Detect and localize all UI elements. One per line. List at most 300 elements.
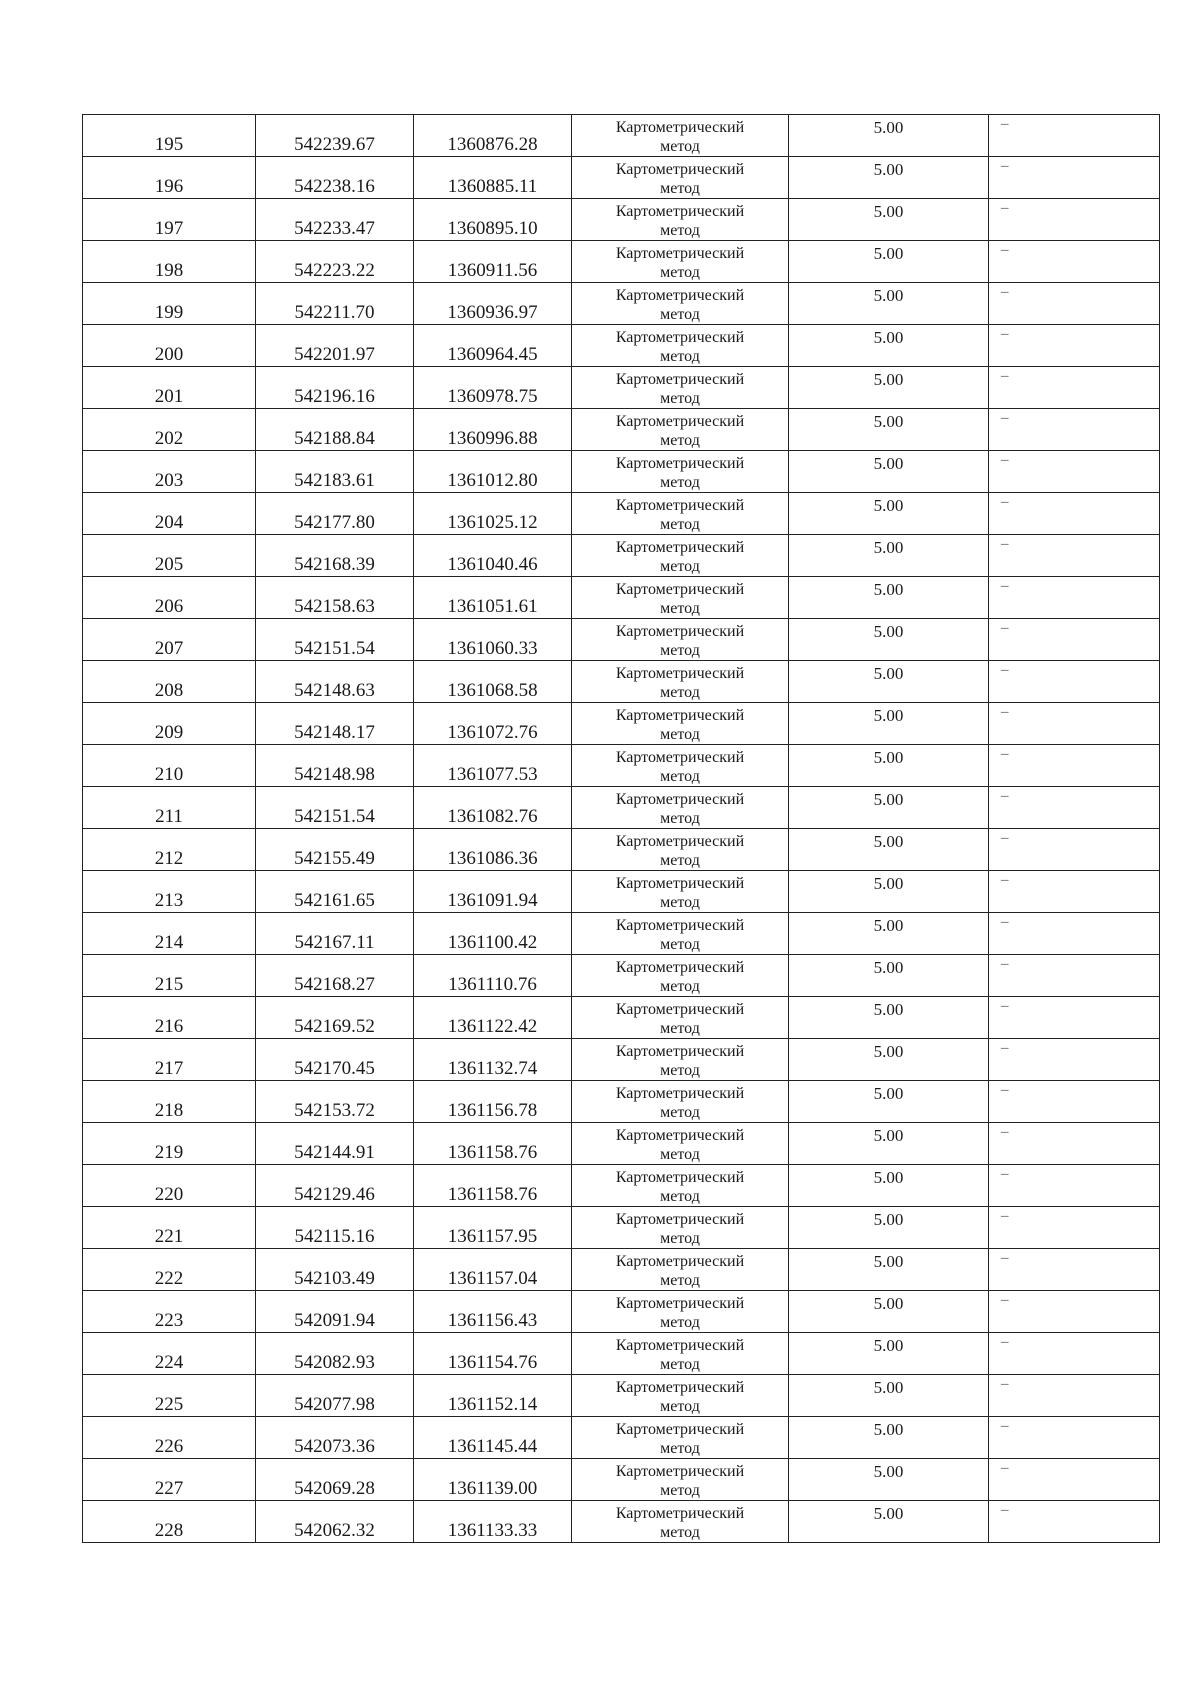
point-number-cell	[83, 1333, 256, 1375]
x-coordinate-cell	[256, 115, 414, 157]
x-coordinate: 542183.61	[294, 470, 375, 491]
note-dash: –	[1001, 1460, 1009, 1476]
method-line-1: Картометрический	[615, 1210, 745, 1228]
x-coordinate: 542129.46	[294, 1184, 375, 1205]
note-dash: –	[1001, 242, 1009, 258]
x-coordinate-cell	[256, 577, 414, 619]
accuracy-value: 5.00	[873, 1084, 904, 1103]
method-cell	[572, 451, 789, 493]
method-text	[572, 578, 788, 618]
y-coordinate-cell	[414, 829, 572, 871]
coordinates-table	[82, 114, 1160, 1543]
method-line-1: Картометрический	[615, 496, 745, 514]
x-coordinate-cell	[256, 1249, 414, 1291]
point-number-cell	[83, 787, 256, 829]
x-coordinate-cell	[256, 1417, 414, 1459]
y-coordinate-cell	[414, 367, 572, 409]
x-coordinate-cell	[256, 745, 414, 787]
method-text	[572, 998, 788, 1038]
method-line-1: Картометрический	[615, 1168, 745, 1186]
method-line-1: Картометрический	[615, 244, 745, 262]
point-number-cell	[83, 115, 256, 157]
point-number: 202	[154, 428, 184, 449]
x-coordinate-cell	[256, 241, 414, 283]
accuracy-cell	[789, 1123, 989, 1165]
method-line-1: Картометрический	[615, 1252, 745, 1270]
x-coordinate: 542151.54	[294, 806, 375, 827]
table-row	[83, 451, 1160, 493]
point-number-cell	[83, 451, 256, 493]
method-line-2: метод	[660, 1355, 700, 1373]
method-line-1: Картометрический	[615, 160, 745, 178]
note-dash: –	[1001, 116, 1009, 132]
x-coordinate-cell	[256, 1459, 414, 1501]
point-number: 217	[154, 1058, 184, 1079]
method-cell	[572, 1249, 789, 1291]
point-number-cell	[83, 1249, 256, 1291]
method-text	[572, 1082, 788, 1122]
method-line-1: Картометрический	[615, 1084, 745, 1102]
point-number: 225	[154, 1394, 184, 1415]
method-cell	[572, 745, 789, 787]
method-line-1: Картометрический	[615, 118, 745, 136]
note-cell	[989, 241, 1160, 283]
x-coordinate: 542103.49	[294, 1268, 375, 1289]
accuracy-cell	[789, 1165, 989, 1207]
table-row	[83, 577, 1160, 619]
y-coordinate: 1361086.36	[447, 848, 538, 869]
note-cell	[989, 493, 1160, 535]
method-cell	[572, 997, 789, 1039]
method-line-2: метод	[660, 515, 700, 533]
y-coordinate-cell	[414, 787, 572, 829]
point-number-cell	[83, 1165, 256, 1207]
x-coordinate-cell	[256, 1207, 414, 1249]
y-coordinate: 1361060.33	[447, 638, 538, 659]
method-line-1: Картометрический	[615, 1378, 745, 1396]
method-line-2: метод	[660, 977, 700, 995]
method-line-2: метод	[660, 1187, 700, 1205]
y-coordinate-cell	[414, 913, 572, 955]
method-text	[572, 410, 788, 450]
y-coordinate-cell	[414, 577, 572, 619]
accuracy-cell	[789, 115, 989, 157]
x-coordinate: 542211.70	[294, 302, 375, 323]
point-number-cell	[83, 325, 256, 367]
y-coordinate-cell	[414, 451, 572, 493]
method-cell	[572, 199, 789, 241]
x-coordinate-cell	[256, 1081, 414, 1123]
y-coordinate: 1361158.76	[447, 1184, 538, 1205]
point-number-cell	[83, 367, 256, 409]
y-coordinate-cell	[414, 1417, 572, 1459]
method-line-1: Картометрический	[615, 1504, 745, 1522]
method-line-2: метод	[660, 1439, 700, 1457]
method-line-1: Картометрический	[615, 538, 745, 556]
x-coordinate: 542239.67	[294, 134, 375, 155]
method-text	[572, 1208, 788, 1248]
note-cell	[989, 1123, 1160, 1165]
y-coordinate: 1360978.75	[447, 386, 538, 407]
y-coordinate: 1361158.76	[447, 1142, 538, 1163]
accuracy-cell	[789, 577, 989, 619]
method-line-1: Картометрический	[615, 202, 745, 220]
point-number: 216	[154, 1016, 184, 1037]
note-cell	[989, 1207, 1160, 1249]
method-cell	[572, 703, 789, 745]
method-line-2: метод	[660, 221, 700, 239]
note-cell	[989, 1039, 1160, 1081]
accuracy-cell	[789, 535, 989, 577]
note-dash: –	[1001, 1292, 1009, 1308]
y-coordinate: 1360895.10	[447, 218, 538, 239]
y-coordinate: 1361157.04	[447, 1268, 538, 1289]
accuracy-value: 5.00	[873, 328, 904, 347]
method-cell	[572, 1375, 789, 1417]
y-coordinate-cell	[414, 997, 572, 1039]
point-number-cell	[83, 199, 256, 241]
y-coordinate: 1360911.56	[447, 260, 538, 281]
point-number: 206	[154, 596, 184, 617]
y-coordinate-cell	[414, 241, 572, 283]
method-line-2: метод	[660, 641, 700, 659]
point-number-cell	[83, 1291, 256, 1333]
method-line-1: Картометрический	[615, 1420, 745, 1438]
y-coordinate: 1360936.97	[447, 302, 538, 323]
method-text	[572, 746, 788, 786]
method-cell	[572, 241, 789, 283]
point-number: 201	[154, 386, 184, 407]
x-coordinate: 542062.32	[294, 1520, 375, 1541]
y-coordinate-cell	[414, 1081, 572, 1123]
method-line-1: Картометрический	[615, 664, 745, 682]
note-cell	[989, 703, 1160, 745]
y-coordinate-cell	[414, 1501, 572, 1543]
method-text	[572, 1502, 788, 1542]
accuracy-cell	[789, 199, 989, 241]
point-number-cell	[83, 241, 256, 283]
x-coordinate-cell	[256, 787, 414, 829]
point-number: 198	[154, 260, 184, 281]
table-row	[83, 283, 1160, 325]
accuracy-value: 5.00	[873, 790, 904, 809]
y-coordinate-cell	[414, 955, 572, 997]
accuracy-cell	[789, 157, 989, 199]
y-coordinate: 1361025.12	[447, 512, 538, 533]
note-cell	[989, 1249, 1160, 1291]
point-number: 209	[154, 722, 184, 743]
point-number: 219	[154, 1142, 184, 1163]
point-number: 227	[154, 1478, 184, 1499]
x-coordinate-cell	[256, 367, 414, 409]
y-coordinate: 1361077.53	[447, 764, 538, 785]
y-coordinate-cell	[414, 1123, 572, 1165]
method-line-2: метод	[660, 1397, 700, 1415]
method-cell	[572, 829, 789, 871]
y-coordinate-cell	[414, 115, 572, 157]
x-coordinate-cell	[256, 913, 414, 955]
y-coordinate-cell	[414, 283, 572, 325]
accuracy-value: 5.00	[873, 1378, 904, 1397]
point-number-cell	[83, 829, 256, 871]
method-cell	[572, 955, 789, 997]
method-text	[572, 1334, 788, 1374]
y-coordinate: 1361012.80	[447, 470, 538, 491]
x-coordinate: 542196.16	[294, 386, 375, 407]
accuracy-cell	[789, 1375, 989, 1417]
note-dash: –	[1001, 1040, 1009, 1056]
table-row	[83, 703, 1160, 745]
note-dash: –	[1001, 494, 1009, 510]
point-number-cell	[83, 745, 256, 787]
x-coordinate-cell	[256, 535, 414, 577]
note-dash: –	[1001, 1250, 1009, 1266]
note-cell	[989, 1417, 1160, 1459]
y-coordinate-cell	[414, 493, 572, 535]
y-coordinate: 1361145.44	[447, 1436, 538, 1457]
note-dash: –	[1001, 1376, 1009, 1392]
y-coordinate: 1361133.33	[447, 1520, 538, 1541]
table-row	[83, 1207, 1160, 1249]
point-number-cell	[83, 1207, 256, 1249]
table-row	[83, 871, 1160, 913]
method-line-2: метод	[660, 1481, 700, 1499]
x-coordinate: 542148.63	[294, 680, 375, 701]
accuracy-value: 5.00	[873, 832, 904, 851]
method-cell	[572, 1333, 789, 1375]
y-coordinate-cell	[414, 619, 572, 661]
accuracy-value: 5.00	[873, 1042, 904, 1061]
accuracy-value: 5.00	[873, 1462, 904, 1481]
y-coordinate-cell	[414, 325, 572, 367]
method-text	[572, 956, 788, 996]
note-cell	[989, 535, 1160, 577]
x-coordinate-cell	[256, 1165, 414, 1207]
x-coordinate-cell	[256, 829, 414, 871]
note-dash: –	[1001, 914, 1009, 930]
x-coordinate-cell	[256, 451, 414, 493]
method-line-1: Картометрический	[615, 286, 745, 304]
point-number-cell	[83, 577, 256, 619]
accuracy-value: 5.00	[873, 370, 904, 389]
point-number-cell	[83, 661, 256, 703]
note-dash: –	[1001, 872, 1009, 888]
accuracy-cell	[789, 703, 989, 745]
note-dash: –	[1001, 788, 1009, 804]
method-line-2: метод	[660, 305, 700, 323]
point-number: 211	[155, 806, 183, 827]
accuracy-cell	[789, 1081, 989, 1123]
point-number: 214	[154, 932, 184, 953]
accuracy-value: 5.00	[873, 244, 904, 263]
method-line-1: Картометрический	[615, 1126, 745, 1144]
x-coordinate-cell	[256, 1291, 414, 1333]
accuracy-value: 5.00	[873, 1336, 904, 1355]
table-row	[83, 157, 1160, 199]
table-body	[83, 115, 1160, 1543]
x-coordinate: 542148.17	[294, 722, 375, 743]
x-coordinate: 542155.49	[294, 848, 375, 869]
method-line-1: Картометрический	[615, 790, 745, 808]
table-row	[83, 367, 1160, 409]
point-number: 213	[154, 890, 184, 911]
accuracy-cell	[789, 1501, 989, 1543]
note-dash: –	[1001, 998, 1009, 1014]
table-row	[83, 661, 1160, 703]
y-coordinate: 1361122.42	[447, 1016, 538, 1037]
method-line-1: Картометрический	[615, 622, 745, 640]
x-coordinate: 542168.27	[294, 974, 375, 995]
table-row	[83, 913, 1160, 955]
method-cell	[572, 1039, 789, 1081]
method-line-2: метод	[660, 1145, 700, 1163]
method-cell	[572, 1417, 789, 1459]
y-coordinate-cell	[414, 1333, 572, 1375]
accuracy-value: 5.00	[873, 160, 904, 179]
point-number-cell	[83, 619, 256, 661]
method-cell	[572, 1165, 789, 1207]
accuracy-value: 5.00	[873, 202, 904, 221]
method-text	[572, 914, 788, 954]
y-coordinate: 1360964.45	[447, 344, 538, 365]
x-coordinate: 542115.16	[294, 1226, 375, 1247]
note-dash: –	[1001, 830, 1009, 846]
x-coordinate-cell	[256, 997, 414, 1039]
note-cell	[989, 451, 1160, 493]
note-dash: –	[1001, 956, 1009, 972]
x-coordinate-cell	[256, 157, 414, 199]
y-coordinate: 1361152.14	[447, 1394, 538, 1415]
point-number: 208	[154, 680, 184, 701]
point-number-cell	[83, 997, 256, 1039]
method-cell	[572, 1501, 789, 1543]
method-cell	[572, 1207, 789, 1249]
accuracy-cell	[789, 1039, 989, 1081]
method-text	[572, 116, 788, 156]
point-number: 200	[154, 344, 184, 365]
point-number: 222	[154, 1268, 184, 1289]
method-cell	[572, 1459, 789, 1501]
accuracy-cell	[789, 283, 989, 325]
table-row	[83, 1291, 1160, 1333]
y-coordinate: 1361068.58	[447, 680, 538, 701]
accuracy-value: 5.00	[873, 454, 904, 473]
method-line-1: Картометрический	[615, 370, 745, 388]
table-row	[83, 997, 1160, 1039]
method-cell	[572, 367, 789, 409]
x-coordinate-cell	[256, 1333, 414, 1375]
method-text	[572, 452, 788, 492]
method-cell	[572, 913, 789, 955]
accuracy-value: 5.00	[873, 1000, 904, 1019]
method-cell	[572, 493, 789, 535]
y-coordinate: 1361156.78	[447, 1100, 538, 1121]
method-text	[572, 1040, 788, 1080]
note-cell	[989, 1165, 1160, 1207]
note-cell	[989, 157, 1160, 199]
x-coordinate-cell	[256, 661, 414, 703]
point-number-cell	[83, 535, 256, 577]
point-number-cell	[83, 703, 256, 745]
note-dash: –	[1001, 326, 1009, 342]
table-row	[83, 1501, 1160, 1543]
point-number: 196	[154, 176, 184, 197]
note-cell	[989, 367, 1160, 409]
y-coordinate: 1361110.76	[448, 974, 537, 995]
method-line-2: метод	[660, 179, 700, 197]
note-cell	[989, 115, 1160, 157]
method-cell	[572, 283, 789, 325]
note-dash: –	[1001, 200, 1009, 216]
method-text	[572, 494, 788, 534]
accuracy-value: 5.00	[873, 286, 904, 305]
x-coordinate: 542161.65	[294, 890, 375, 911]
accuracy-value: 5.00	[873, 1168, 904, 1187]
y-coordinate: 1361132.74	[447, 1058, 538, 1079]
accuracy-value: 5.00	[873, 1504, 904, 1523]
table-row	[83, 1459, 1160, 1501]
method-cell	[572, 661, 789, 703]
point-number-cell	[83, 1501, 256, 1543]
y-coordinate-cell	[414, 703, 572, 745]
point-number-cell	[83, 157, 256, 199]
method-line-1: Картометрический	[615, 1000, 745, 1018]
accuracy-cell	[789, 871, 989, 913]
y-coordinate: 1361072.76	[447, 722, 538, 743]
method-text	[572, 788, 788, 828]
y-coordinate-cell	[414, 157, 572, 199]
method-text	[572, 662, 788, 702]
x-coordinate-cell	[256, 619, 414, 661]
note-cell	[989, 1375, 1160, 1417]
point-number-cell	[83, 1417, 256, 1459]
point-number: 207	[154, 638, 184, 659]
method-text	[572, 368, 788, 408]
point-number-cell	[83, 409, 256, 451]
accuracy-value: 5.00	[873, 1420, 904, 1439]
table-row	[83, 241, 1160, 283]
x-coordinate: 542148.98	[294, 764, 375, 785]
accuracy-cell	[789, 1417, 989, 1459]
x-coordinate-cell	[256, 493, 414, 535]
point-number-cell	[83, 871, 256, 913]
method-cell	[572, 871, 789, 913]
y-coordinate-cell	[414, 1375, 572, 1417]
note-dash: –	[1001, 410, 1009, 426]
note-dash: –	[1001, 284, 1009, 300]
accuracy-cell	[789, 745, 989, 787]
method-text	[572, 704, 788, 744]
note-cell	[989, 325, 1160, 367]
method-cell	[572, 1123, 789, 1165]
method-text	[572, 1418, 788, 1458]
y-coordinate-cell	[414, 1459, 572, 1501]
accuracy-cell	[789, 619, 989, 661]
method-line-2: метод	[660, 725, 700, 743]
note-cell	[989, 577, 1160, 619]
method-cell	[572, 619, 789, 661]
x-coordinate: 542073.36	[294, 1436, 375, 1457]
point-number: 224	[154, 1352, 184, 1373]
note-cell	[989, 829, 1160, 871]
accuracy-cell	[789, 997, 989, 1039]
accuracy-cell	[789, 1249, 989, 1291]
table-row	[83, 1123, 1160, 1165]
method-line-2: метод	[660, 1061, 700, 1079]
method-text	[572, 1250, 788, 1290]
method-text	[572, 1124, 788, 1164]
x-coordinate-cell	[256, 1501, 414, 1543]
